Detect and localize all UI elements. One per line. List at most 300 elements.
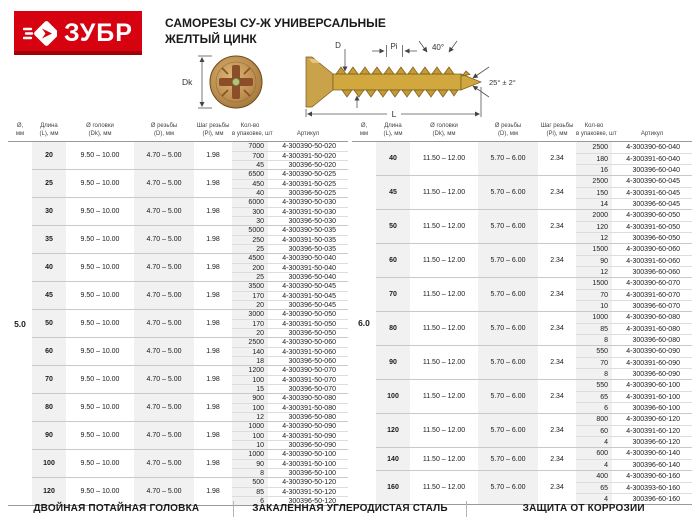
- pack-row: [576, 380, 692, 391]
- article-number: 4-300390-60-100: [626, 382, 680, 389]
- thread-diameter-value: 4.70 – 5.00: [134, 254, 194, 281]
- length-value: 160: [376, 471, 410, 504]
- thread-diameter-value: 4.70 – 5.00: [134, 366, 194, 393]
- pack-quantity: 12: [232, 413, 268, 421]
- table-header-row: [8, 120, 348, 142]
- thread-diameter-value: 5.70 – 6.00: [478, 142, 538, 175]
- pack-row: [232, 272, 348, 281]
- table-groups: [376, 142, 692, 504]
- article-number: 4-300391-50-080: [282, 404, 336, 412]
- thread-diameter-value: 5.70 – 6.00: [478, 176, 538, 209]
- size-group-row: [32, 169, 348, 197]
- article-number: 4-300390-50-100: [282, 451, 336, 458]
- thread-diameter-value: 5.70 – 6.00: [478, 244, 538, 277]
- head-diameter-value: 9.50 – 10.00: [80, 404, 120, 411]
- article-number: 4-300391-50-020: [282, 152, 336, 160]
- pack-quantity: 90: [576, 256, 612, 266]
- pack-row: [576, 346, 692, 357]
- article-number: 4-300390-60-045: [626, 178, 680, 185]
- article-number: 4-300391-60-045: [626, 189, 680, 197]
- pack-row: [232, 328, 348, 337]
- pack-row: [232, 282, 348, 291]
- thread-diameter-value: 5.70 – 6.00: [478, 414, 538, 447]
- article-number: 300396-50-030: [288, 217, 336, 225]
- pitch-value: 1.98: [206, 152, 220, 159]
- size-group-row: [376, 209, 692, 243]
- pack-quantity: 10: [576, 301, 612, 311]
- thread-diameter-value: 5.70 – 6.00: [478, 346, 538, 379]
- pack-quantity: 3000: [232, 310, 268, 319]
- tip-angle-label: 25° ± 2°: [489, 78, 516, 87]
- article-number: 4-300391-60-070: [626, 291, 680, 299]
- size-group-row: [32, 337, 348, 365]
- thread-angle-label: 40°: [431, 43, 445, 52]
- col-header-thread-diameter: Ø резьбы (D), мм: [494, 123, 522, 138]
- pitch-value: 1.98: [206, 264, 220, 271]
- pack-quantity: 2500: [232, 338, 268, 347]
- head-diameter-value: 11.50 – 12.00: [422, 325, 466, 332]
- article-number: 4-300390-60-040: [626, 144, 680, 151]
- article-number: 4-300390-50-070: [282, 367, 336, 374]
- article-number: 4-300390-60-120: [626, 416, 680, 423]
- pack-quantity: 100: [232, 432, 268, 440]
- pack-row: [232, 310, 348, 319]
- length-value: 100: [376, 380, 410, 413]
- article-number: 4-300390-50-050: [282, 311, 336, 318]
- pack-row: [232, 254, 348, 263]
- pitch-value: 2.34: [550, 393, 564, 400]
- head-diameter-value: 11.50 – 12.00: [422, 257, 466, 264]
- article-number: 300396-60-050: [632, 234, 680, 242]
- col-header-diameter: Ø, мм: [359, 123, 369, 138]
- pack-quantity: 85: [232, 488, 268, 496]
- pack-quantity: 250: [232, 236, 268, 244]
- size-group-row: [376, 345, 692, 379]
- pitch-value: 1.98: [206, 432, 220, 439]
- pack-quantity: 100: [232, 376, 268, 384]
- article-number: 4-300393-60-160: [626, 484, 680, 492]
- pitch-value: 1.98: [206, 320, 220, 327]
- pack-quantity: 180: [576, 154, 612, 164]
- table-header-row: [352, 120, 692, 142]
- pack-quantity: 7000: [232, 142, 268, 151]
- pitch-value: 2.34: [550, 223, 564, 230]
- size-group-row: [376, 447, 692, 470]
- thread-diameter-value: 5.70 – 6.00: [478, 278, 538, 311]
- article-number: 300396-60-120: [632, 438, 680, 446]
- head-diameter-value: 9.50 – 10.00: [80, 208, 120, 215]
- thread-diameter-value: 4.70 – 5.00: [134, 450, 194, 477]
- article-number: 4-300390-50-045: [282, 283, 336, 290]
- pack-quantity: 1000: [576, 312, 612, 323]
- col-header-length: Длина (L), мм: [383, 123, 403, 138]
- pitch-value: 1.98: [206, 376, 220, 383]
- pack-quantity: 45: [232, 161, 268, 169]
- pack-row: [576, 153, 692, 164]
- pitch-value: 1.98: [206, 404, 220, 411]
- pack-quantity: 18: [232, 357, 268, 365]
- pack-row: [576, 221, 692, 232]
- article-number: 4-300391-50-070: [282, 376, 336, 384]
- head-diameter-value: 9.50 – 10.00: [80, 292, 120, 299]
- pack-row: [576, 471, 692, 482]
- pitch-value: 1.98: [206, 488, 220, 495]
- pitch-value: 2.34: [550, 427, 564, 434]
- pack-quantity: 12: [576, 267, 612, 277]
- pack-quantity: 900: [232, 394, 268, 403]
- feature-hardened-carbon-steel: ЗАКАЛЕННАЯ УГЛЕРОДИСТАЯ СТАЛЬ: [233, 501, 467, 517]
- pack-quantity: 6: [576, 403, 612, 413]
- pack-row: [232, 263, 348, 272]
- length-value: 60: [32, 338, 66, 365]
- head-diameter-value: 9.50 – 10.00: [80, 236, 120, 243]
- thread-diameter-value: 4.70 – 5.00: [134, 226, 194, 253]
- length-value: 140: [376, 448, 410, 470]
- pack-quantity: 5000: [232, 226, 268, 235]
- length-value: 70: [376, 278, 410, 311]
- article-number: 4-300391-50-025: [282, 180, 336, 188]
- length-value: 100: [32, 450, 66, 477]
- article-number: 4-300390-50-080: [282, 395, 336, 402]
- pitch-value: 2.34: [550, 455, 564, 463]
- pack-row: [576, 300, 692, 311]
- pack-quantity: 6: [232, 497, 268, 505]
- pack-quantity: 14: [576, 199, 612, 209]
- pack-row: [232, 450, 348, 459]
- size-group-row: [32, 365, 348, 393]
- pack-row: [576, 482, 692, 493]
- length-value: 60: [376, 244, 410, 277]
- pack-quantity: 550: [576, 380, 612, 391]
- head-diameter-value: 11.50 – 12.00: [422, 291, 466, 298]
- thread-diameter-value: 4.70 – 5.00: [134, 478, 194, 505]
- article-number: 4-300391-60-060: [626, 257, 680, 265]
- pack-row: [576, 357, 692, 368]
- pack-quantity: 100: [232, 404, 268, 412]
- diameter-value: 5.0: [14, 318, 26, 329]
- col-header-article: Артикул: [296, 131, 320, 138]
- article-number: 300396-60-080: [632, 336, 680, 344]
- pack-row: [232, 170, 348, 179]
- thread-diameter-value: 4.70 – 5.00: [134, 422, 194, 449]
- pack-row: [232, 216, 348, 225]
- article-number: 4-300390-50-035: [282, 227, 336, 234]
- article-number: 300396-60-045: [632, 200, 680, 208]
- pack-row: [232, 478, 348, 487]
- table-groups: [32, 142, 348, 505]
- article-number: 4-300391-60-090: [626, 359, 680, 367]
- size-group-row: [32, 142, 348, 169]
- head-diameter-value: 9.50 – 10.00: [80, 180, 120, 187]
- pack-row: [576, 414, 692, 425]
- screw-diagram-svg: [176, 38, 528, 120]
- col-header-thread-diameter: Ø резьбы (D), мм: [150, 123, 178, 138]
- pack-row: [232, 356, 348, 365]
- length-value: 50: [376, 210, 410, 243]
- col-header-quantity: Кол-во в упаковке, шт: [576, 123, 617, 138]
- pack-quantity: 600: [576, 448, 612, 459]
- pack-row: [232, 431, 348, 440]
- pack-quantity: 8: [232, 469, 268, 477]
- pack-quantity: 70: [576, 358, 612, 368]
- pack-row: [232, 198, 348, 207]
- pitch-value: 2.34: [550, 484, 564, 491]
- article-number: 4-300390-60-160: [626, 473, 680, 480]
- article-number: 4-300390-60-060: [626, 246, 680, 253]
- length-value: 80: [376, 312, 410, 345]
- size-group-row: [376, 413, 692, 447]
- pack-row: [576, 436, 692, 447]
- article-number: 300396-50-035: [288, 245, 336, 253]
- screw-head-front-view: [210, 56, 262, 108]
- article-number: 4-300391-60-100: [626, 393, 680, 401]
- pack-quantity: 65: [576, 483, 612, 493]
- pack-row: [232, 468, 348, 477]
- pack-quantity: 30: [232, 217, 268, 225]
- article-number: 4-300390-50-025: [282, 171, 336, 178]
- pack-row: [576, 334, 692, 345]
- page-title-line1: САМОРЕЗЫ СУ-Ж УНИВЕРСАЛЬНЫЕ: [165, 16, 386, 30]
- pack-row: [576, 198, 692, 209]
- pack-row: [232, 459, 348, 468]
- pack-quantity: 140: [232, 348, 268, 356]
- head-diameter-value: 11.50 – 12.00: [422, 427, 466, 434]
- pack-quantity: 200: [232, 264, 268, 272]
- article-number: 4-300391-50-045: [282, 292, 336, 300]
- pack-row: [232, 142, 348, 151]
- pack-row: [576, 289, 692, 300]
- pack-quantity: 10: [232, 441, 268, 449]
- article-number: 4-300390-60-070: [626, 280, 680, 287]
- article-number: 4-300391-60-080: [626, 325, 680, 333]
- head-diameter-value: 9.50 – 10.00: [80, 432, 120, 439]
- length-dimension-label: L: [391, 109, 397, 119]
- length-value: 120: [376, 414, 410, 447]
- pack-row: [576, 402, 692, 413]
- head-diameter-value: 11.50 – 12.00: [422, 484, 466, 491]
- pack-quantity: 150: [576, 188, 612, 198]
- length-value: 50: [32, 310, 66, 337]
- length-value: 80: [32, 394, 66, 421]
- thread-diameter-value: 4.70 – 5.00: [134, 394, 194, 421]
- size-group-row: [32, 393, 348, 421]
- pack-row: [232, 319, 348, 328]
- head-diameter-value: 9.50 – 10.00: [80, 460, 120, 467]
- article-number: 4-300391-50-035: [282, 236, 336, 244]
- article-number: 4-300391-50-100: [282, 460, 336, 468]
- head-diameter-value: 11.50 – 12.00: [422, 359, 466, 366]
- pack-quantity: 500: [232, 478, 268, 487]
- pack-row: [576, 278, 692, 289]
- length-value: 20: [32, 142, 66, 169]
- article-number: 300396-50-060: [288, 357, 336, 365]
- pack-row: [232, 338, 348, 347]
- pack-quantity: 1000: [232, 450, 268, 459]
- col-header-diameter: Ø, мм: [15, 123, 25, 138]
- thread-diameter-value: 5.70 – 6.00: [478, 448, 538, 470]
- article-number: 300396-60-040: [632, 166, 680, 174]
- pitch-value: 2.34: [550, 189, 564, 196]
- zubr-arrow-icon: [23, 20, 57, 47]
- head-diameter-value: 9.50 – 10.00: [80, 376, 120, 383]
- pack-row: [576, 391, 692, 402]
- zubr-logo: [14, 11, 142, 55]
- article-number: 4-300391-50-090: [282, 432, 336, 440]
- pack-quantity: 15: [232, 385, 268, 393]
- pack-quantity: 1500: [576, 278, 612, 289]
- pack-quantity: 300: [232, 208, 268, 216]
- thread-diameter-value: 5.70 – 6.00: [478, 380, 538, 413]
- pack-row: [232, 487, 348, 496]
- article-number: 4-300390-60-080: [626, 314, 680, 321]
- pack-quantity: 25: [232, 245, 268, 253]
- logo-text: ЗУБР: [64, 18, 133, 47]
- pack-row: [576, 459, 692, 470]
- article-number: 300396-50-120: [288, 497, 336, 505]
- pack-quantity: 90: [232, 460, 268, 468]
- pack-quantity: 2000: [576, 210, 612, 221]
- pack-quantity: 8: [576, 335, 612, 345]
- pack-quantity: 1000: [232, 422, 268, 431]
- article-number: 4-300390-50-030: [282, 199, 336, 206]
- pack-row: [232, 235, 348, 244]
- head-diameter-value: 11.50 – 12.00: [422, 223, 466, 230]
- article-number: 4-300390-50-120: [282, 479, 336, 486]
- article-number: 300396-60-090: [632, 370, 680, 378]
- pack-row: [232, 179, 348, 188]
- article-number: 300396-50-025: [288, 189, 336, 197]
- length-value: 40: [376, 142, 410, 175]
- thread-diameter-value: 4.70 – 5.00: [134, 198, 194, 225]
- pitch-value: 1.98: [206, 208, 220, 215]
- col-header-length: Длина (L), мм: [39, 123, 59, 138]
- pack-row: [232, 207, 348, 216]
- pack-row: [576, 323, 692, 334]
- size-group-row: [376, 277, 692, 311]
- head-diameter-value: 9.50 – 10.00: [80, 320, 120, 327]
- pack-quantity: 8: [576, 369, 612, 379]
- pack-quantity: 12: [576, 233, 612, 243]
- spec-table-6-0: [352, 120, 692, 505]
- pack-quantity: 400: [576, 471, 612, 482]
- pack-quantity: 550: [576, 346, 612, 357]
- article-number: 4-300391-50-120: [282, 488, 336, 496]
- thread-diameter-value: 4.70 – 5.00: [134, 338, 194, 365]
- length-value: 90: [32, 422, 66, 449]
- size-group-row: [32, 197, 348, 225]
- d-dimension-label: D: [335, 41, 341, 50]
- pitch-value: 2.34: [550, 325, 564, 332]
- pitch-value: 1.98: [206, 236, 220, 243]
- col-header-quantity: Кол-во в упаковке, шт: [232, 123, 273, 138]
- thread-diameter-value: 4.70 – 5.00: [134, 170, 194, 197]
- pack-quantity: 3500: [232, 282, 268, 291]
- pack-row: [232, 300, 348, 309]
- head-diameter-value: 11.50 – 12.00: [422, 393, 466, 400]
- article-number: 300396-60-100: [632, 404, 680, 412]
- size-group-row: [376, 311, 692, 345]
- diameter-value: 6.0: [358, 318, 370, 328]
- screw-side-view: [306, 57, 481, 107]
- pack-row: [576, 210, 692, 221]
- article-number: 4-300391-60-040: [626, 155, 680, 163]
- pack-row: [576, 232, 692, 243]
- pack-quantity: 170: [232, 320, 268, 328]
- thread-diameter-value: 5.70 – 6.00: [478, 210, 538, 243]
- pitch-value: 2.34: [550, 257, 564, 264]
- col-header-head-diameter: Ø головки (Dk), мм: [86, 123, 114, 138]
- article-number: 300396-60-060: [632, 268, 680, 276]
- size-group-row: [376, 175, 692, 209]
- features-footer: [0, 497, 700, 521]
- spec-table-5-0: [8, 120, 348, 506]
- pack-quantity: 4: [576, 460, 612, 470]
- pack-row: [576, 176, 692, 187]
- pitch-dimension-label: Pi: [390, 42, 398, 51]
- size-group-row: [32, 421, 348, 449]
- pitch-value: 1.98: [206, 292, 220, 299]
- pitch-value: 1.98: [206, 460, 220, 467]
- article-number: 300396-50-050: [288, 329, 336, 337]
- pack-quantity: 700: [232, 152, 268, 160]
- pack-row: [232, 412, 348, 421]
- pack-quantity: 16: [576, 165, 612, 175]
- article-number: 300396-50-080: [288, 413, 336, 421]
- pack-row: [576, 368, 692, 379]
- size-group-row: [32, 309, 348, 337]
- pack-row: [576, 266, 692, 277]
- dk-dimension-label: Dk: [182, 77, 193, 87]
- pack-row: [576, 164, 692, 175]
- head-diameter-value: 9.50 – 10.00: [80, 488, 120, 495]
- article-number: 4-300391-50-050: [282, 320, 336, 328]
- size-group-row: [376, 243, 692, 277]
- pack-row: [232, 347, 348, 356]
- pack-quantity: 800: [576, 414, 612, 425]
- pack-quantity: 4: [576, 494, 612, 504]
- pack-row: [576, 448, 692, 459]
- pack-quantity: 1200: [232, 366, 268, 375]
- head-diameter-value: 11.50 – 12.00: [422, 455, 466, 463]
- length-value: 70: [32, 366, 66, 393]
- pack-quantity: 120: [576, 222, 612, 232]
- pitch-value: 1.98: [206, 180, 220, 187]
- col-header-head-diameter: Ø головки (Dk), мм: [430, 123, 458, 138]
- pitch-value: 2.34: [550, 155, 564, 162]
- length-value: 90: [376, 346, 410, 379]
- pack-row: [232, 151, 348, 160]
- col-header-pitch: Шаг резьбы (Pi), мм: [196, 123, 230, 138]
- article-number: 300396-50-100: [288, 469, 336, 477]
- size-group-row: [32, 253, 348, 281]
- pack-row: [576, 142, 692, 153]
- article-number: 4-300391-50-060: [282, 348, 336, 356]
- pack-row: [232, 226, 348, 235]
- thread-diameter-value: 5.70 – 6.00: [478, 471, 538, 504]
- length-value: 35: [32, 226, 66, 253]
- size-group-row: [376, 142, 692, 175]
- length-value: 40: [32, 254, 66, 281]
- thread-diameter-value: 5.70 – 6.00: [478, 312, 538, 345]
- article-number: 4-300391-60-050: [626, 223, 680, 231]
- pack-quantity: 2500: [576, 176, 612, 187]
- pack-row: [232, 422, 348, 431]
- pack-quantity: 85: [576, 324, 612, 334]
- feature-double-countersunk-head: ДВОЙНАЯ ПОТАЙНАЯ ГОЛОВКА: [33, 503, 200, 514]
- feature-corrosion-protection: ЗАЩИТА ОТ КОРРОЗИИ: [466, 501, 700, 517]
- col-header-article: Артикул: [640, 131, 664, 138]
- article-number: 4-300390-50-060: [282, 339, 336, 346]
